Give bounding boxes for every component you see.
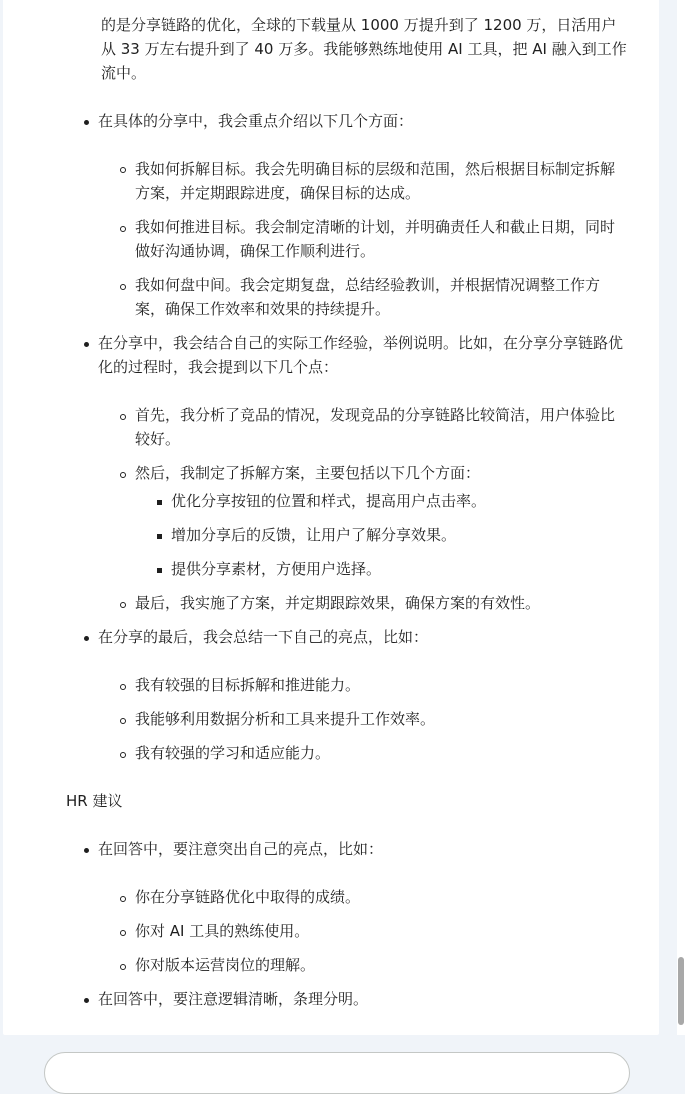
list-item-label: 在分享中，我会结合自己的实际工作经验，举例说明。比如，在分享分享链路优化的过程时，我会提到以下几个点： (98, 334, 624, 376)
bullet-circle (120, 752, 126, 758)
bullet-disc (84, 342, 89, 347)
prompt-input-box[interactable] (44, 1052, 630, 1094)
sub-sub-list-item-text: 提供分享素材，方便用户选择。 (171, 560, 382, 578)
sub-list-item-text: 我能够利用数据分析和工具来提升工作效率。 (135, 710, 436, 728)
list-item-label: 在回答中，要注意突出自己的亮点，比如： (98, 840, 384, 858)
bullet-circle (120, 226, 126, 232)
scrollbar-track[interactable] (677, 0, 685, 1035)
hr-heading: HR 建议 (66, 792, 123, 810)
bullet-circle (120, 896, 126, 902)
sub-list-item-text: 首先，我分析了竞品的情况，发现竞品的分享链路比较简洁，用户体验比较好。 (135, 406, 616, 448)
sub-list-item-text: 我有较强的目标拆解和推进能力。 (135, 676, 361, 694)
sub-list-item-text: 最后，我实施了方案，并定期跟踪效果，确保方案的有效性。 (135, 594, 541, 612)
sub-sub-list-item-text: 增加分享后的反馈，让用户了解分享效果。 (171, 526, 457, 544)
bullet-circle (120, 284, 126, 290)
bullet-disc (84, 998, 89, 1003)
sub-list-item-text: 我如何拆解目标。我会先明确目标的层级和范围，然后根据目标制定拆解方案，并定期跟踪进度，确保目标的达成。 (135, 160, 616, 202)
list-item-label: 在分享的最后，我会总结一下自己的亮点，比如： (98, 628, 429, 646)
scrollbar-thumb[interactable] (678, 957, 684, 1025)
sub-list-item-text: 我如何推进目标。我会制定清晰的计划，并明确责任人和截止日期，同时做好沟通协调，确保工作顺利进行。 (135, 218, 616, 260)
sub-list-item-text: 你对 AI 工具的熟练使用。 (135, 922, 310, 940)
bullet-circle (120, 414, 126, 420)
bullet-circle (120, 602, 126, 608)
bullet-square (157, 534, 162, 539)
response-card (3, 0, 659, 1035)
bullet-disc (84, 848, 89, 853)
bullet-circle (120, 684, 126, 690)
bullet-circle (120, 167, 126, 173)
bullet-square (157, 568, 162, 573)
bullet-circle (120, 930, 126, 936)
bullet-square (157, 500, 162, 505)
bullet-circle (120, 718, 126, 724)
list-item-label: 在具体的分享中，我会重点介绍以下几个方面： (98, 112, 414, 130)
sub-list-item-text: 我有较强的学习和适应能力。 (135, 744, 331, 762)
sub-list-item-text: 你对版本运营岗位的理解。 (135, 956, 316, 974)
bullet-disc (84, 636, 89, 641)
list-item-label: 在回答中，要注意逻辑清晰，条理分明。 (98, 990, 369, 1008)
bullet-circle (120, 472, 126, 478)
sub-list-item-text: 我如何盘中间。我会定期复盘，总结经验教训，并根据情况调整工作方案，确保工作效率和效果的持续提升。 (135, 276, 601, 318)
bullet-disc (84, 120, 89, 125)
sub-sub-list-item-text: 优化分享按钮的位置和样式，提高用户点击率。 (171, 492, 487, 510)
sub-list-item-text: 然后，我制定了拆解方案，主要包括以下几个方面： (135, 464, 481, 482)
sub-list-item-text: 你在分享链路优化中取得的成绩。 (135, 888, 361, 906)
intro-paragraph: 的是分享链路的优化，全球的下载量从 1000 万提升到了 1200 万，日活用户从 33 万左右提升到了 40 万多。我能够熟练地使用 AI 工具，把 AI 融入到工作流中。 (101, 16, 627, 82)
bullet-circle (120, 964, 126, 970)
